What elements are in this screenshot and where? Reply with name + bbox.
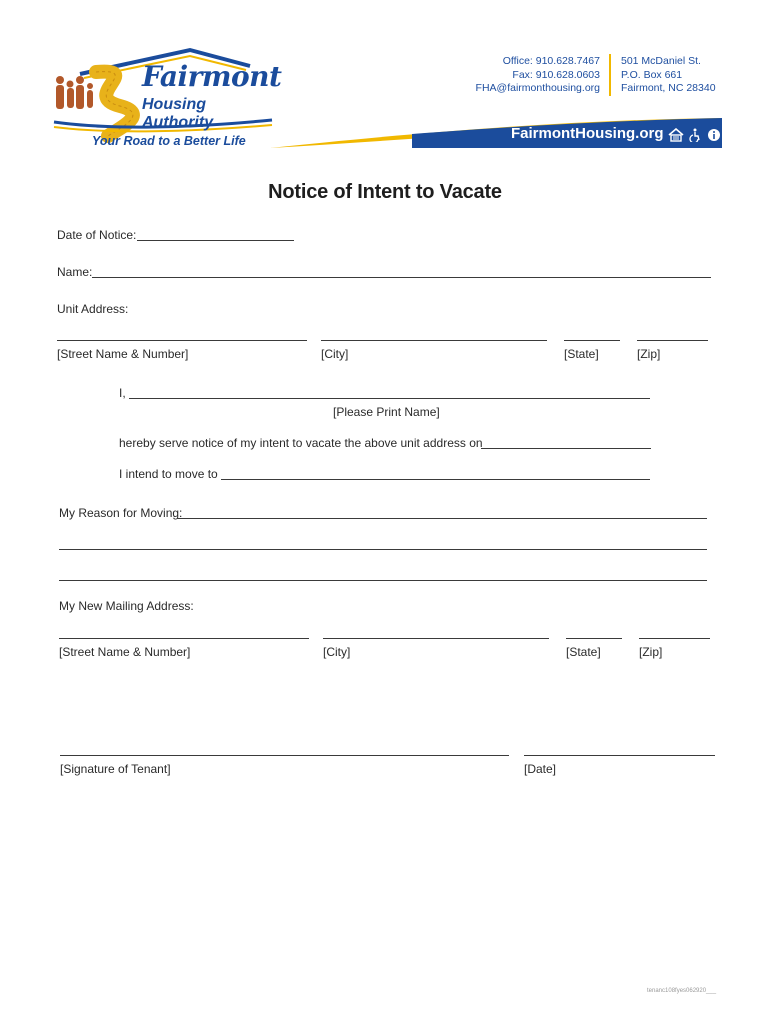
print-name-field[interactable] [129, 398, 650, 399]
logo-subtitle: Housing Authority [142, 96, 214, 131]
reason-label: My Reason for Moving: [59, 506, 183, 520]
new-city-caption: [City] [323, 645, 351, 659]
signature-field[interactable] [60, 755, 509, 756]
unit-city-field[interactable] [321, 340, 547, 341]
unit-street-field[interactable] [57, 340, 307, 341]
move-to-text: I intend to move to [119, 467, 218, 481]
contact-address [621, 55, 731, 96]
unit-state-field[interactable] [564, 340, 620, 341]
new-city-field[interactable] [323, 638, 549, 639]
i-label: I, [119, 386, 126, 400]
email-link[interactable]: FHA@fairmonthousing.org [475, 82, 600, 94]
move-to-field[interactable] [221, 479, 650, 480]
banner-icons [668, 126, 721, 142]
logo [50, 44, 280, 154]
print-name-caption: [Please Print Name] [333, 405, 440, 419]
signature-caption: [Signature of Tenant] [60, 762, 171, 776]
po-box: P.O. Box 661 [621, 68, 683, 81]
accessibility-icon [688, 128, 702, 142]
name-field[interactable] [92, 277, 711, 278]
unit-street-caption: [Street Name & Number] [57, 347, 189, 361]
form-code: tenanc108fyes062920___ [647, 988, 717, 994]
signature-date-field[interactable] [524, 755, 715, 756]
unit-city-caption: [City] [321, 347, 349, 361]
new-street-field[interactable] [59, 638, 309, 639]
logo-name: Fairmont [142, 60, 282, 93]
date-caption: [Date] [524, 762, 557, 776]
reason-field-2[interactable] [59, 549, 707, 550]
street-address: 501 McDaniel St. [621, 55, 701, 67]
contact-divider [609, 54, 611, 96]
website-link[interactable]: FairmontHousing.org [511, 125, 664, 142]
reason-field-1[interactable] [177, 518, 707, 519]
new-address-label: My New Mailing Address: [59, 599, 194, 613]
equal-housing-icon [668, 128, 684, 142]
vacate-date-field[interactable] [481, 448, 651, 449]
unit-state-caption: [State] [564, 347, 599, 361]
serve-notice-text: hereby serve notice of my intent to vacate the above unit address on [119, 436, 483, 450]
form-title: Notice of Intent to Vacate [268, 181, 502, 203]
reason-field-3[interactable] [59, 580, 707, 581]
new-state-field[interactable] [566, 638, 622, 639]
new-zip-caption: [Zip] [639, 645, 663, 659]
office-phone: Office: 910.628.7467 [502, 55, 600, 67]
city-state-zip: Fairmont, NC 28340 [621, 82, 716, 94]
contact-office [430, 55, 600, 96]
new-zip-field[interactable] [639, 638, 710, 639]
new-state-caption: [State] [566, 645, 601, 659]
info-icon [707, 128, 721, 142]
date-of-notice-field[interactable] [137, 240, 294, 241]
new-street-caption: [Street Name & Number] [59, 645, 191, 659]
unit-address-label: Unit Address: [57, 302, 129, 316]
logo-tagline: Your Road to a Better Life [92, 134, 246, 148]
fax-number: Fax: 910.628.0603 [512, 68, 600, 81]
unit-zip-field[interactable] [637, 340, 708, 341]
date-of-notice-label: Date of Notice: [57, 228, 137, 242]
unit-zip-caption: [Zip] [637, 347, 661, 361]
name-label: Name: [57, 265, 93, 279]
